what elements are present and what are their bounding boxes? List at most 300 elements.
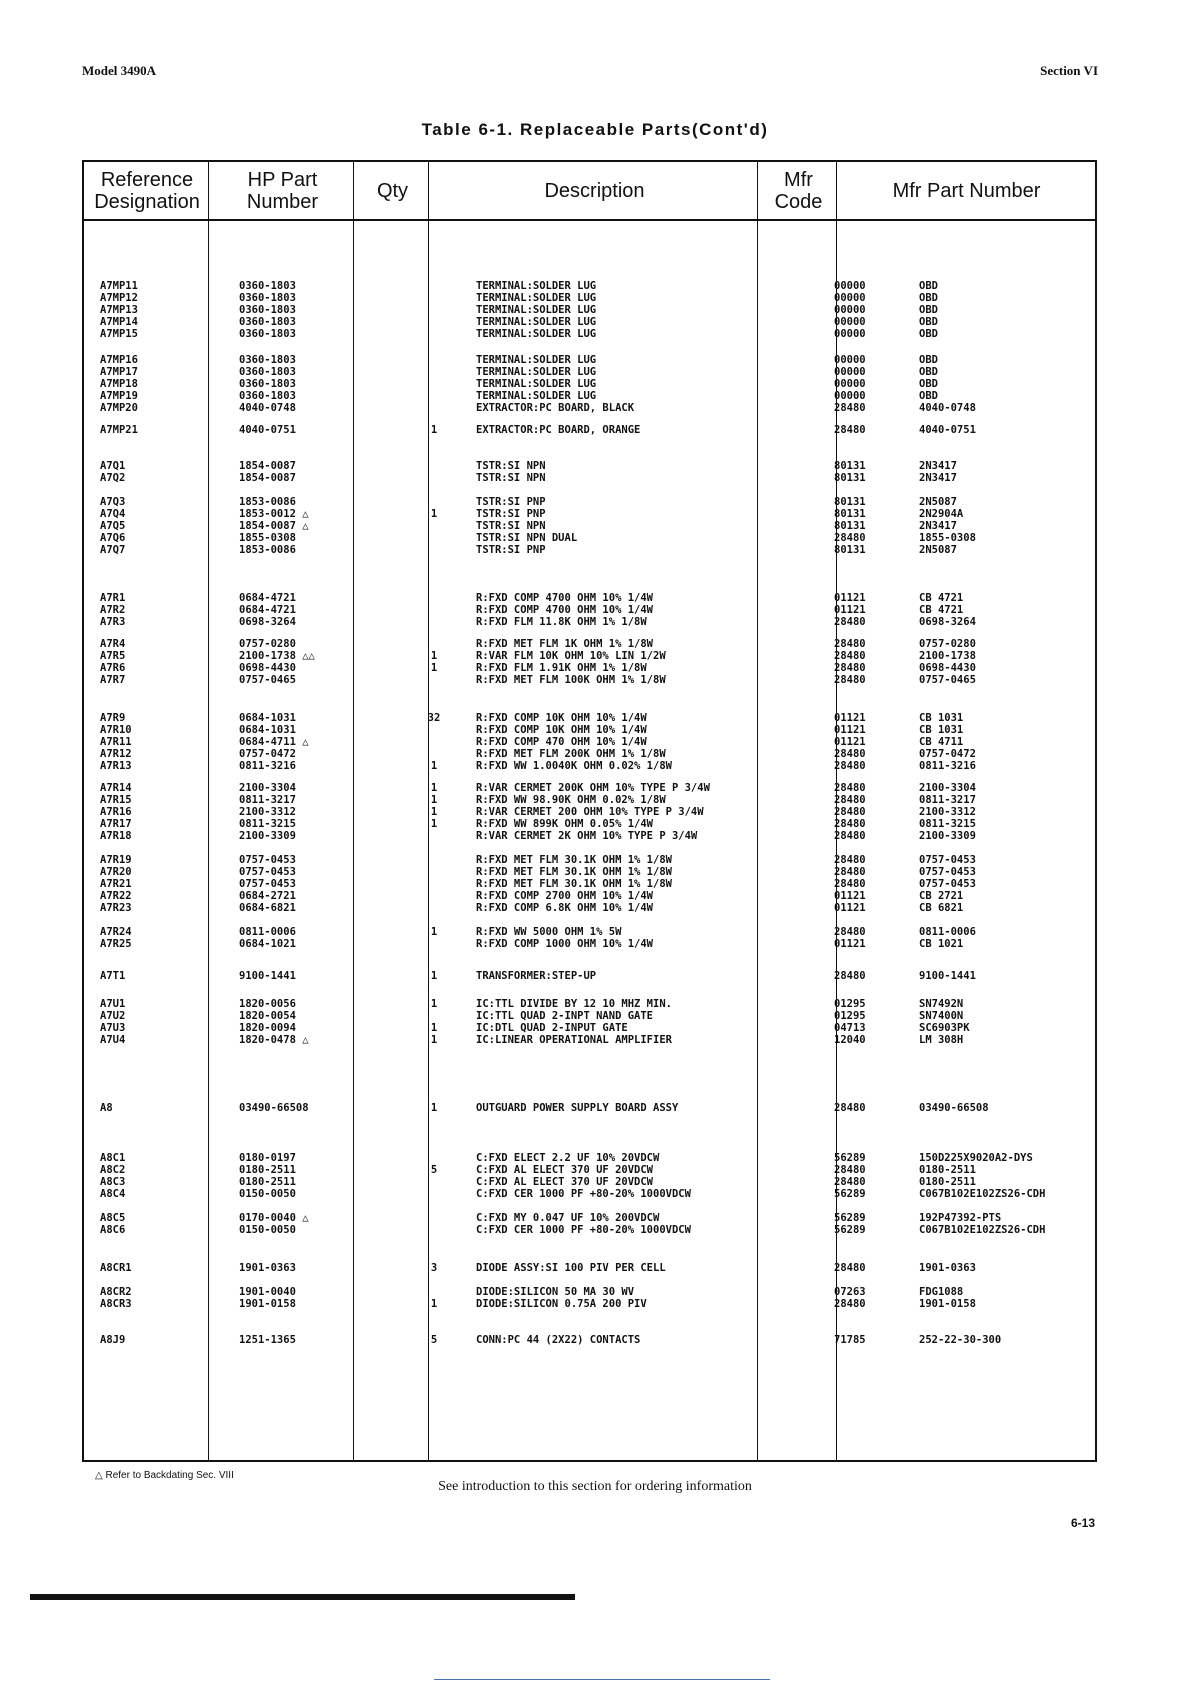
cell-mfr: 2100-3309 — [919, 830, 976, 842]
cell-qty: 1 — [430, 970, 438, 982]
cell-hp: 1820-0478 △ — [239, 1034, 309, 1046]
cell-code: 80131 — [834, 496, 866, 508]
cell-hp: 1820-0094 — [239, 1022, 296, 1034]
cell-desc: TSTR:SI PNP — [476, 508, 546, 520]
cell-desc: R:FXD COMP 2700 OHM 10% 1/4W — [476, 890, 654, 902]
cell-ref: A7Q4 — [100, 508, 126, 520]
cell-ref: A7R15 — [100, 794, 132, 806]
cell-desc: IC:LINEAR OPERATIONAL AMPLIFIER — [476, 1034, 672, 1046]
cell-mfr: 03490-66508 — [919, 1102, 989, 1114]
table-row — [84, 1334, 1095, 1346]
cell-hp: 0698-3264 — [239, 616, 296, 628]
cell-ref: A7R5 — [100, 650, 126, 662]
cell-ref: A7MP12 — [100, 292, 138, 304]
cell-mfr: CB 2721 — [919, 890, 964, 902]
cell-mfr: OBD — [919, 378, 938, 390]
cell-desc: R:FXD COMP 10K OHM 10% 1/4W — [476, 724, 647, 736]
cell-mfr: CB 1031 — [919, 712, 964, 724]
cell-code: 80131 — [834, 508, 866, 520]
cell-desc: R:FXD COMP 470 OHM 10% 1/4W — [476, 736, 647, 748]
cell-code: 01121 — [834, 890, 866, 902]
cell-qty: 5 — [430, 1334, 438, 1346]
cell-ref: A7R6 — [100, 662, 126, 674]
cell-desc: R:FXD FLM 11.8K OHM 1% 1/8W — [476, 616, 647, 628]
cell-mfr: 1855-0308 — [919, 532, 976, 544]
cell-hp: 0698-4430 — [239, 662, 296, 674]
cell-mfr: 0180-2511 — [919, 1176, 976, 1188]
table-row — [84, 520, 1095, 532]
table-row — [84, 292, 1095, 304]
backdating-note: △ Refer to Backdating Sec. VIII — [95, 1470, 234, 1481]
table-row — [84, 1164, 1095, 1176]
model-label: Model 3490A — [82, 63, 157, 78]
cell-code: 28480 — [834, 794, 866, 806]
cell-hp: 0684-2721 — [239, 890, 296, 902]
cell-desc: R:FXD MET FLM 30.1K OHM 1% 1/8W — [476, 878, 672, 890]
cell-desc: R:FXD COMP 4700 OHM 10% 1/4W — [476, 604, 654, 616]
cell-hp: 0757-0453 — [239, 866, 296, 878]
table-row — [84, 736, 1095, 748]
cell-code: 01121 — [834, 724, 866, 736]
cell-qty: 1 — [430, 650, 438, 662]
table-row — [84, 938, 1095, 950]
cell-desc: R:VAR CERMET 2K OHM 10% TYPE P 3/4W — [476, 830, 698, 842]
table-row — [84, 794, 1095, 806]
cell-hp: 0684-6821 — [239, 902, 296, 914]
table-row — [84, 1298, 1095, 1310]
cell-desc: R:FXD WW 5000 OHM 1% 5W — [476, 926, 622, 938]
cell-ref: A7MP19 — [100, 390, 138, 402]
table-row — [84, 280, 1095, 292]
cell-mfr: OBD — [919, 292, 938, 304]
cell-ref: A7MP15 — [100, 328, 138, 340]
cell-ref: A7R3 — [100, 616, 126, 628]
cell-code: 07263 — [834, 1286, 866, 1298]
cell-code: 01121 — [834, 712, 866, 724]
cell-ref: A8C6 — [100, 1224, 126, 1236]
table-row — [84, 508, 1095, 520]
table-row — [84, 592, 1095, 604]
cell-hp: 1854-0087 △ — [239, 520, 309, 532]
table-row — [84, 544, 1095, 556]
cell-mfr: CB 4721 — [919, 592, 964, 604]
cell-desc: TERMINAL:SOLDER LUG — [476, 280, 597, 292]
cell-desc: R:FXD WW 899K OHM 0.05% 1/4W — [476, 818, 654, 830]
cell-hp: 1853-0086 — [239, 544, 296, 556]
cell-code: 00000 — [834, 292, 866, 304]
cell-desc: IC:TTL DIVIDE BY 12 10 MHZ MIN. — [476, 998, 672, 1010]
cell-mfr: 1901-0363 — [919, 1262, 976, 1274]
table-row — [84, 424, 1095, 436]
cell-hp: 03490-66508 — [239, 1102, 309, 1114]
cell-hp: 0811-3216 — [239, 760, 296, 772]
cell-ref: A7R20 — [100, 866, 132, 878]
cell-qty: 1 — [430, 760, 438, 772]
cell-ref: A7Q6 — [100, 532, 126, 544]
table-row — [84, 604, 1095, 616]
table-row — [84, 496, 1095, 508]
cell-mfr: OBD — [919, 366, 938, 378]
cell-code: 56289 — [834, 1212, 866, 1224]
cell-mfr: 252-22-30-300 — [919, 1334, 1002, 1346]
cell-ref: A7R25 — [100, 938, 132, 950]
cell-mfr: SN7400N — [919, 1010, 964, 1022]
table-row — [84, 1022, 1095, 1034]
cell-ref: A7MP11 — [100, 280, 138, 292]
cell-qty: 1 — [430, 662, 438, 674]
table-row — [84, 304, 1095, 316]
cell-hp: 0684-4721 — [239, 604, 296, 616]
header-mfr: Mfr Part Number — [892, 179, 1041, 202]
cell-hp: 0360-1803 — [239, 316, 296, 328]
table-row — [84, 390, 1095, 402]
cell-desc: R:FXD COMP 10K OHM 10% 1/4W — [476, 712, 647, 724]
cell-qty: 1 — [430, 794, 438, 806]
cell-desc: C:FXD ELECT 2.2 UF 10% 20VDCW — [476, 1152, 660, 1164]
cell-ref: A7R2 — [100, 604, 126, 616]
table-row — [84, 662, 1095, 674]
cell-hp: 0757-0453 — [239, 878, 296, 890]
table-row — [84, 316, 1095, 328]
cell-hp: 1854-0087 — [239, 460, 296, 472]
cell-qty: 1 — [430, 1034, 438, 1046]
cell-code: 56289 — [834, 1152, 866, 1164]
cell-mfr: C067B102E102ZS26-CDH — [919, 1224, 1046, 1236]
cell-ref: A7R16 — [100, 806, 132, 818]
table-row — [84, 354, 1095, 366]
cell-mfr: OBD — [919, 328, 938, 340]
cell-desc: TSTR:SI NPN — [476, 472, 546, 484]
table-row — [84, 638, 1095, 650]
cell-ref: A7R9 — [100, 712, 126, 724]
cell-ref: A7U4 — [100, 1034, 126, 1046]
cell-mfr: 2100-1738 — [919, 650, 976, 662]
cell-mfr: 2N5087 — [919, 544, 957, 556]
cell-desc: C:FXD AL ELECT 370 UF 20VDCW — [476, 1176, 654, 1188]
cell-desc: CONN:PC 44 (2X22) CONTACTS — [476, 1334, 641, 1346]
cell-mfr: 0811-3217 — [919, 794, 976, 806]
cell-code: 28480 — [834, 1176, 866, 1188]
cell-desc: OUTGUARD POWER SUPPLY BOARD ASSY — [476, 1102, 679, 1114]
cell-mfr: 0757-0472 — [919, 748, 976, 760]
cell-desc: TERMINAL:SOLDER LUG — [476, 292, 597, 304]
cell-hp: 0360-1803 — [239, 354, 296, 366]
cell-desc: TERMINAL:SOLDER LUG — [476, 378, 597, 390]
cell-hp: 0180-2511 — [239, 1164, 296, 1176]
cell-hp: 2100-3304 — [239, 782, 296, 794]
cell-ref: A7Q7 — [100, 544, 126, 556]
cell-ref: A7R14 — [100, 782, 132, 794]
cell-code: 28480 — [834, 402, 866, 414]
cell-desc: R:FXD MET FLM 1K OHM 1% 1/8W — [476, 638, 654, 650]
cell-ref: A8CR3 — [100, 1298, 132, 1310]
cell-code: 28480 — [834, 674, 866, 686]
cell-ref: A7R17 — [100, 818, 132, 830]
table-row — [84, 1152, 1095, 1164]
cell-mfr: SN7492N — [919, 998, 964, 1010]
cell-hp: 0360-1803 — [239, 390, 296, 402]
cell-mfr: 0811-3216 — [919, 760, 976, 772]
cell-code: 28480 — [834, 926, 866, 938]
table-row — [84, 616, 1095, 628]
cell-ref: A7R18 — [100, 830, 132, 842]
cell-ref: A7R12 — [100, 748, 132, 760]
cell-mfr: 2N5087 — [919, 496, 957, 508]
cell-ref: A8C2 — [100, 1164, 126, 1176]
cell-code: 56289 — [834, 1224, 866, 1236]
cell-mfr: 2100-3304 — [919, 782, 976, 794]
cell-hp: 2100-3309 — [239, 830, 296, 842]
cell-hp: 1820-0054 — [239, 1010, 296, 1022]
cell-ref: A8C1 — [100, 1152, 126, 1164]
table-row — [84, 998, 1095, 1010]
cell-mfr: CB 6821 — [919, 902, 964, 914]
cell-ref: A7R13 — [100, 760, 132, 772]
cell-ref: A7T1 — [100, 970, 126, 982]
cell-code: 28480 — [834, 1102, 866, 1114]
cell-qty: 1 — [430, 1298, 438, 1310]
cell-code: 01121 — [834, 938, 866, 950]
table-row — [84, 782, 1095, 794]
table-row — [84, 760, 1095, 772]
cell-hp: 1901-0040 — [239, 1286, 296, 1298]
table-row — [84, 1212, 1095, 1224]
cell-code: 28480 — [834, 424, 866, 436]
cell-hp: 0170-0040 △ — [239, 1212, 309, 1224]
cell-desc: TERMINAL:SOLDER LUG — [476, 304, 597, 316]
table-row — [84, 806, 1095, 818]
cell-mfr: OBD — [919, 390, 938, 402]
cell-code: 00000 — [834, 304, 866, 316]
cell-mfr: CB 4721 — [919, 604, 964, 616]
cell-code: 28480 — [834, 650, 866, 662]
cell-code: 28480 — [834, 1262, 866, 1274]
cell-hp: 0684-1031 — [239, 712, 296, 724]
cell-desc: C:FXD CER 1000 PF +80-20% 1000VDCW — [476, 1224, 691, 1236]
cell-mfr: SC6903PK — [919, 1022, 970, 1034]
cell-mfr: OBD — [919, 354, 938, 366]
cell-mfr: OBD — [919, 280, 938, 292]
table-row — [84, 1188, 1095, 1200]
table-row — [84, 674, 1095, 686]
table-row — [84, 854, 1095, 866]
cell-mfr: CB 1021 — [919, 938, 964, 950]
table-title: Table 6-1. Replaceable Parts(Cont'd) — [421, 120, 769, 139]
header-code: Mfr Code — [774, 168, 823, 213]
table-row — [84, 402, 1095, 414]
table-row — [84, 748, 1095, 760]
cell-ref: A8C5 — [100, 1212, 126, 1224]
ordering-info: See introduction to this section for ordering information — [438, 1479, 752, 1494]
cell-mfr: C067B102E102ZS26-CDH — [919, 1188, 1046, 1200]
cell-code: 28480 — [834, 970, 866, 982]
cell-mfr: 4040-0748 — [919, 402, 976, 414]
cell-hp: 1901-0363 — [239, 1262, 296, 1274]
cell-code: 28480 — [834, 782, 866, 794]
cell-qty: 1 — [430, 508, 438, 520]
header-desc: Description — [544, 179, 645, 202]
cell-hp: 0811-0006 — [239, 926, 296, 938]
cell-mfr: CB 1031 — [919, 724, 964, 736]
cell-desc: TSTR:SI PNP — [476, 496, 546, 508]
header-ref: Reference Designation — [94, 168, 200, 213]
header-hp: HP Part Number — [246, 168, 319, 213]
cell-mfr: 1901-0158 — [919, 1298, 976, 1310]
cell-qty: 1 — [430, 926, 438, 938]
cell-code: 28480 — [834, 748, 866, 760]
cell-ref: A7U1 — [100, 998, 126, 1010]
table-row — [84, 878, 1095, 890]
table-row — [84, 1176, 1095, 1188]
cell-ref: A7MP16 — [100, 354, 138, 366]
table-row — [84, 378, 1095, 390]
cell-code: 80131 — [834, 520, 866, 532]
cell-hp: 2100-1738 △△ — [239, 650, 315, 662]
cell-hp: 0757-0465 — [239, 674, 296, 686]
cell-ref: A7R24 — [100, 926, 132, 938]
cell-hp: 0684-1031 — [239, 724, 296, 736]
cell-mfr: 192P47392-PTS — [919, 1212, 1002, 1224]
cell-code: 28480 — [834, 1298, 866, 1310]
cell-desc: TSTR:SI NPN DUAL — [476, 532, 578, 544]
page-number: 6-13 — [1070, 1516, 1095, 1530]
cell-hp: 0684-4711 △ — [239, 736, 309, 748]
cell-mfr: 2N2904A — [919, 508, 964, 520]
cell-hp: 0180-0197 — [239, 1152, 296, 1164]
cell-ref: A8CR2 — [100, 1286, 132, 1298]
cell-qty: 1 — [430, 424, 438, 436]
cell-hp: 4040-0751 — [239, 424, 296, 436]
cell-hp: 2100-3312 — [239, 806, 296, 818]
cell-qty: 1 — [430, 806, 438, 818]
cell-desc: R:FXD COMP 1000 OHM 10% 1/4W — [476, 938, 654, 950]
cell-mfr: CB 4711 — [919, 736, 964, 748]
cell-desc: TSTR:SI PNP — [476, 544, 546, 556]
cell-ref: A7U3 — [100, 1022, 126, 1034]
cell-desc: R:FXD COMP 6.8K OHM 10% 1/4W — [476, 902, 654, 914]
cell-hp: 0360-1803 — [239, 292, 296, 304]
cell-desc: C:FXD AL ELECT 370 UF 20VDCW — [476, 1164, 654, 1176]
table-row — [84, 460, 1095, 472]
table-row — [84, 1010, 1095, 1022]
cell-desc: C:FXD CER 1000 PF +80-20% 1000VDCW — [476, 1188, 691, 1200]
cell-ref: A7R11 — [100, 736, 132, 748]
cell-desc: EXTRACTOR:PC BOARD, ORANGE — [476, 424, 641, 436]
cell-code: 28480 — [834, 532, 866, 544]
cell-mfr: 150D225X9020A2-DYS — [919, 1152, 1033, 1164]
cell-desc: DIODE:SILICON 50 MA 30 WV — [476, 1286, 635, 1298]
cell-code: 01121 — [834, 592, 866, 604]
cell-qty: 1 — [430, 998, 438, 1010]
cell-code: 71785 — [834, 1334, 866, 1346]
cell-ref: A7MP17 — [100, 366, 138, 378]
cell-ref: A7Q2 — [100, 472, 126, 484]
table-row — [84, 830, 1095, 842]
cell-code: 01295 — [834, 998, 866, 1010]
cell-ref: A7R21 — [100, 878, 132, 890]
cell-desc: TERMINAL:SOLDER LUG — [476, 390, 597, 402]
cell-qty: 5 — [430, 1164, 438, 1176]
cell-hp: 0150-0050 — [239, 1224, 296, 1236]
table-row — [84, 1286, 1095, 1298]
cell-qty: 1 — [430, 818, 438, 830]
cell-hp: 1853-0086 — [239, 496, 296, 508]
cell-ref: A8C3 — [100, 1176, 126, 1188]
cell-desc: R:FXD COMP 4700 OHM 10% 1/4W — [476, 592, 654, 604]
table-header — [84, 162, 1095, 221]
cell-ref: A7Q1 — [100, 460, 126, 472]
cell-mfr: 0180-2511 — [919, 1164, 976, 1176]
table-row — [84, 366, 1095, 378]
table-row — [84, 328, 1095, 340]
table-row — [84, 712, 1095, 724]
cell-code: 28480 — [834, 806, 866, 818]
table-row — [84, 1102, 1095, 1114]
table-row — [84, 650, 1095, 662]
cell-desc: TERMINAL:SOLDER LUG — [476, 366, 597, 378]
table-row — [84, 1034, 1095, 1046]
cell-qty: 1 — [430, 782, 438, 794]
cell-desc: EXTRACTOR:PC BOARD, BLACK — [476, 402, 635, 414]
header-qty: Qty — [376, 179, 409, 202]
cell-desc: R:VAR CERMET 200K OHM 10% TYPE P 3/4W — [476, 782, 710, 794]
cell-desc: IC:TTL QUAD 2-INPT NAND GATE — [476, 1010, 654, 1022]
cell-qty: 1 — [430, 1022, 438, 1034]
cell-desc: IC:DTL QUAD 2-INPUT GATE — [476, 1022, 628, 1034]
cell-mfr: 0757-0453 — [919, 866, 976, 878]
cell-mfr: 4040-0751 — [919, 424, 976, 436]
cell-mfr: 0811-0006 — [919, 926, 976, 938]
cell-code: 01121 — [834, 604, 866, 616]
cell-desc: R:FXD WW 1.0040K OHM 0.02% 1/8W — [476, 760, 672, 772]
cell-code: 28480 — [834, 830, 866, 842]
cell-ref: A8 — [100, 1102, 113, 1114]
cell-code: 28480 — [834, 662, 866, 674]
cell-hp: 0811-3215 — [239, 818, 296, 830]
table-row — [84, 890, 1095, 902]
section-label: Section VI — [1040, 63, 1098, 78]
cell-qty: 3 — [430, 1262, 438, 1274]
scan-line — [434, 1679, 770, 1680]
table-row — [84, 818, 1095, 830]
cell-desc: R:FXD MET FLM 30.1K OHM 1% 1/8W — [476, 866, 672, 878]
cell-code: 80131 — [834, 472, 866, 484]
cell-ref: A7R1 — [100, 592, 126, 604]
cell-desc: TERMINAL:SOLDER LUG — [476, 328, 597, 340]
cell-code: 00000 — [834, 280, 866, 292]
cell-desc: DIODE:SILICON 0.75A 200 PIV — [476, 1298, 647, 1310]
cell-hp: 0360-1803 — [239, 366, 296, 378]
cell-mfr: 2N3417 — [919, 460, 957, 472]
table-row — [84, 902, 1095, 914]
cell-code: 80131 — [834, 544, 866, 556]
cell-ref: A7R22 — [100, 890, 132, 902]
cell-ref: A7R4 — [100, 638, 126, 650]
cell-code: 28480 — [834, 760, 866, 772]
cell-ref: A8CR1 — [100, 1262, 132, 1274]
cell-hp: 0180-2511 — [239, 1176, 296, 1188]
cell-code: 04713 — [834, 1022, 866, 1034]
cell-desc: R:FXD FLM 1.91K OHM 1% 1/8W — [476, 662, 647, 674]
cell-ref: A7R19 — [100, 854, 132, 866]
cell-hp: 0360-1803 — [239, 304, 296, 316]
cell-desc: TRANSFORMER:STEP-UP — [476, 970, 597, 982]
cell-desc: DIODE ASSY:SI 100 PIV PER CELL — [476, 1262, 666, 1274]
cell-code: 28480 — [834, 818, 866, 830]
cell-hp: 9100-1441 — [239, 970, 296, 982]
cell-mfr: 0757-0465 — [919, 674, 976, 686]
cell-mfr: 0757-0280 — [919, 638, 976, 650]
